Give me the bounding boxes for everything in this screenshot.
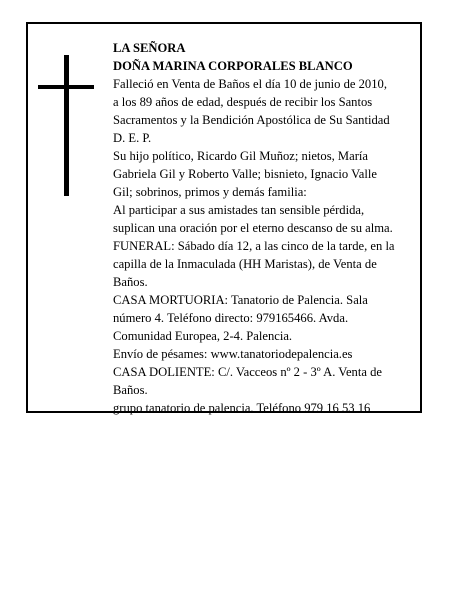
notice-line: Baños. bbox=[113, 275, 148, 289]
cross-vertical-bar bbox=[64, 55, 69, 196]
notice-line: Envío de pésames: www.tanatoriodepalencia.es bbox=[113, 347, 353, 361]
cross-horizontal-bar bbox=[38, 85, 94, 89]
notice-line: Falleció en Venta de Baños el día 10 de junio de 2010, bbox=[113, 77, 387, 91]
deceased-name: DOÑA MARINA CORPORALES BLANCO bbox=[113, 59, 353, 73]
notice-line: CASA DOLIENTE: C/. Vacceos nº 2 - 3º A. Venta de bbox=[113, 365, 382, 379]
notice-line: a los 89 años de edad, después de recibir los Santos bbox=[113, 95, 373, 109]
notice-line: capilla de la Inmaculada (HH Maristas), de Venta de bbox=[113, 257, 377, 271]
notice-line: suplican una oración por el eterno descanso de su alma. bbox=[113, 221, 393, 235]
notice-line: CASA MORTUORIA: Tanatorio de Palencia. Sala bbox=[113, 293, 368, 307]
notice-line: Comunidad Europea, 2-4. Palencia. bbox=[113, 329, 293, 343]
notice-line: Gil; sobrinos, primos y demás familia: bbox=[113, 185, 307, 199]
notice-line: Sacramentos y la Bendición Apostólica de Su Santidad bbox=[113, 113, 390, 127]
notice-line: Baños. bbox=[113, 383, 148, 397]
notice-line: Al participar a sus amistades tan sensible pérdida, bbox=[113, 203, 365, 217]
notice-line: FUNERAL: Sábado día 12, a las cinco de la tarde, en la bbox=[113, 239, 395, 253]
obituary-text bbox=[113, 39, 423, 417]
notice-line: grupo tanatorio de palencia. Teléfono 979 16 53 16 bbox=[113, 401, 371, 415]
notice-line: Su hijo político, Ricardo Gil Muñoz; nietos, María bbox=[113, 149, 368, 163]
notice-heading: LA SEÑORA bbox=[113, 41, 186, 55]
notice-line: D. E. P. bbox=[113, 131, 152, 145]
notice-line: número 4. Teléfono directo: 979165466. Avda. bbox=[113, 311, 349, 325]
notice-line: Gabriela Gil y Roberto Valle; bisnieto, Ignacio Valle bbox=[113, 167, 377, 181]
